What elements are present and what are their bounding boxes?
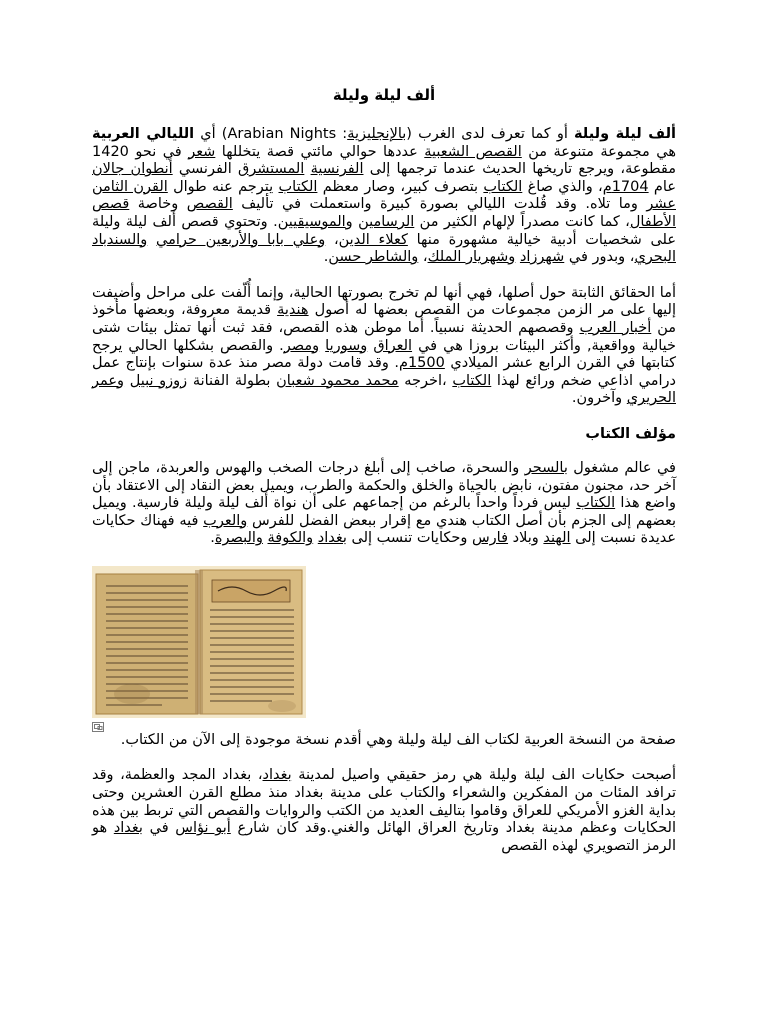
inline-link[interactable]: القرن الثامن عشر — [92, 178, 676, 213]
text-run: . وقد قامت دولة مصر منذ عدة سنوات بإنتاج عمل درامي اذاعي ضخم ورائع لهذا — [92, 355, 676, 389]
text-run: وآخرون. — [571, 390, 627, 407]
inline-link[interactable]: الكتاب — [452, 372, 492, 389]
text-run: في عالم مشغول — [567, 459, 676, 476]
text-run: بطولة الفنانة — [187, 372, 277, 389]
text-run: عام — [648, 178, 676, 195]
inline-link[interactable]: والشاطر حسن — [328, 249, 419, 266]
inline-link[interactable]: وعلي بابا والأربعين حرامي — [156, 231, 326, 248]
text-run: . والقصص بشكلها الحالي يرجح كتابتها في القرن الرابع عشر الميلادي — [92, 337, 676, 372]
inline-link[interactable]: هندية — [277, 302, 309, 319]
manuscript-figure-frame — [92, 566, 306, 718]
inline-link[interactable]: وعمر الحريري — [92, 372, 676, 407]
text-run: أو كما تعرف لدى الغرب ( — [406, 126, 574, 142]
text-run: عددها حوالي مائتي قصة يتخللها — [215, 143, 425, 160]
inline-link[interactable]: ومصر — [283, 337, 320, 354]
bold-term: ألف ليلة وليلة — [574, 126, 676, 142]
inline-link[interactable]: الهند — [543, 530, 571, 547]
text-run: لكتاب الف ليلة وليلة وهي أقدم نسخة موجودة إلى الآن من الكتاب. — [120, 731, 525, 748]
text-run: وما تلاه. وقد قُلدت الليالي بصورة كبيرة واستعملت في تأليف — [232, 196, 647, 213]
text-run: بتصرف كبير، وصار معظم — [317, 178, 484, 195]
text-run: الفرنسي — [172, 161, 238, 178]
inline-link[interactable]: الفرنسية — [310, 161, 364, 178]
inline-link[interactable]: فارس — [471, 530, 509, 547]
inline-link[interactable]: بالإنجليزية — [347, 126, 407, 142]
inline-link[interactable]: الرسامين — [358, 213, 415, 230]
text-run: أما الحقائق الثابتة حول أصلها، فهي أنها لم تخرج بصورتها الحالية، وإنما أُلّفت على مراحل وأضيفت إليها على مر الزمن مجموعات من القصص بعضها له أصول — [92, 284, 676, 319]
text-run: أصبحت حكايات الف ليلة وليلة هي رمز حقيقي واصيل لمدينة — [291, 767, 676, 784]
inline-link[interactable]: والعرب — [203, 512, 248, 529]
section-heading-author: مؤلف الكتاب — [585, 425, 676, 442]
text-run: والسحرة، صاخب إلى أبلغ درجات الصخب والهوس والعربدة، ماجن إلى آخر حد، مجنون مفتون، نابض بالحياة والخلق والحكمة والطرب، ويميل بعض النقاد إلى الاعتقاد بأن واضع هذا — [92, 459, 676, 512]
text-run: . — [210, 530, 215, 547]
text-run: ،اخرجه — [398, 372, 453, 389]
text-run: قديمة معروفة، وبعضها مأخوذ من — [92, 302, 676, 336]
inline-link[interactable]: وشهريار الملك — [427, 249, 516, 266]
inline-link[interactable]: كعلاء الدين — [338, 231, 408, 248]
text-run: ، بغداد المجد والعظمة، وقد ترافد المئات من المفكرين والشعراء والكتاب على مدينة بغداد منذ مطلع القرن العشرين وحتى بداية الغزو الأمريكي للعراق وقاموا بتاليف العديد من الكتب والروايات والقصص التي تربط بين هذه الحكايات وعظم مدينة بغداد وتاريخ العراق الهائل والغني.وقد كان شارع — [92, 767, 677, 837]
text-run: ، وبدور في — [564, 249, 635, 266]
text-run: ، — [418, 249, 428, 266]
manuscript-caption — [92, 732, 676, 750]
inline-link[interactable]: الكتاب — [576, 495, 616, 512]
text-run: هو الرمز التصويري لهذه القصص — [92, 820, 676, 854]
manuscript-image[interactable] — [92, 566, 306, 718]
inline-link[interactable]: والسندباد البحري — [92, 231, 676, 266]
inline-link[interactable]: بغداد — [317, 530, 347, 547]
inline-link[interactable]: شهرزاد — [519, 249, 565, 266]
inline-link[interactable]: بالسحر — [524, 459, 568, 476]
inline-link[interactable]: أنطوان جالان — [92, 161, 173, 178]
inline-link[interactable]: زوزو نبيل — [129, 372, 188, 389]
text-run — [147, 232, 156, 248]
text-run: ، — [325, 231, 339, 248]
text-run: يترجم عنه طوال — [167, 178, 279, 195]
manuscript-figure — [92, 566, 676, 718]
inline-link[interactable]: المستشرق — [238, 161, 305, 178]
text-run: ليس فرداً واحداً بالرغم من إجماعهم على أن نواة ألف ليلة وليلة فارسية. ويميل بعضهم إلى الجزم بأن أصل الكتاب هندي مع إقرار ببعض الفضل للفرس — [92, 495, 676, 529]
inline-link[interactable]: بغداد — [113, 820, 143, 837]
inline-link[interactable]: والكوفة — [267, 530, 314, 547]
inline-link[interactable]: 1500م — [398, 355, 445, 372]
inline-link[interactable]: أبو نؤاس — [175, 820, 231, 837]
inline-link[interactable]: القصص — [186, 196, 233, 213]
text-run: . وتحتوي قصص ألف ليلة وليلة على شخصيات أدبية خيالية مشهورة منها — [92, 213, 677, 248]
enlarge-icon[interactable] — [92, 722, 104, 732]
inline-link[interactable]: قصص الأطفال — [92, 196, 676, 230]
inline-link[interactable]: الكتاب — [483, 178, 523, 195]
inline-link[interactable]: العراق — [373, 337, 413, 354]
intro-paragraph — [92, 126, 676, 267]
text-run: . — [323, 249, 329, 266]
inline-link[interactable]: القصص الشعبية — [424, 143, 522, 160]
inline-link[interactable]: الكتاب — [278, 178, 318, 195]
text-run: ، كما كانت مصدراً لإلهام الكثير من — [414, 213, 630, 230]
inline-link[interactable]: أخبار العرب — [579, 319, 652, 336]
author-paragraph — [92, 460, 676, 548]
text-run: وبلاد — [508, 530, 544, 547]
text-run: صفحة من النسخة — [563, 731, 676, 748]
text-run: في — [142, 820, 176, 837]
page-title: ألف ليلة وليلة — [332, 86, 436, 104]
inline-link[interactable]: الموسيقيين — [277, 213, 346, 230]
text-run: ، والذي صاغ — [522, 178, 603, 195]
inline-link[interactable]: شعر — [188, 143, 216, 160]
text-run: و — [345, 213, 359, 230]
text-run: وحكايات تنسب إلى — [346, 530, 472, 547]
text-run: وخاصة — [129, 196, 187, 213]
text-run: فيه فهناك حكايات عديدة نسبت إلى — [92, 512, 676, 547]
text-run: في نحو 1420 مقطوعة، ويرجع تاريخها الحديث عندما ترجمها إلى — [92, 143, 676, 178]
inline-link[interactable]: وسوريا — [325, 337, 368, 354]
inline-link[interactable]: العربية — [524, 731, 564, 748]
bold-term: الليالي العربية — [92, 126, 195, 142]
origins-paragraph — [92, 285, 676, 408]
text-run: : Arabian Nights) أي — [194, 126, 348, 142]
text-run: هي مجموعة متنوعة من — [521, 143, 676, 160]
text-run: وقصصهم الحديثة نسبياً. أما موطن هذه القصص، فقد ثبت أنها تمثل بيئات شتى خيالية وواقعية, وأكثر البيئات بروزا هي في — [92, 319, 677, 354]
inline-link[interactable]: 1704م — [602, 178, 649, 195]
inline-link[interactable]: محمد محمود شعبان — [276, 372, 399, 389]
baghdad-paragraph — [92, 767, 676, 855]
inline-link[interactable]: بغداد — [262, 767, 292, 784]
inline-link[interactable]: والبصرة — [214, 530, 263, 547]
